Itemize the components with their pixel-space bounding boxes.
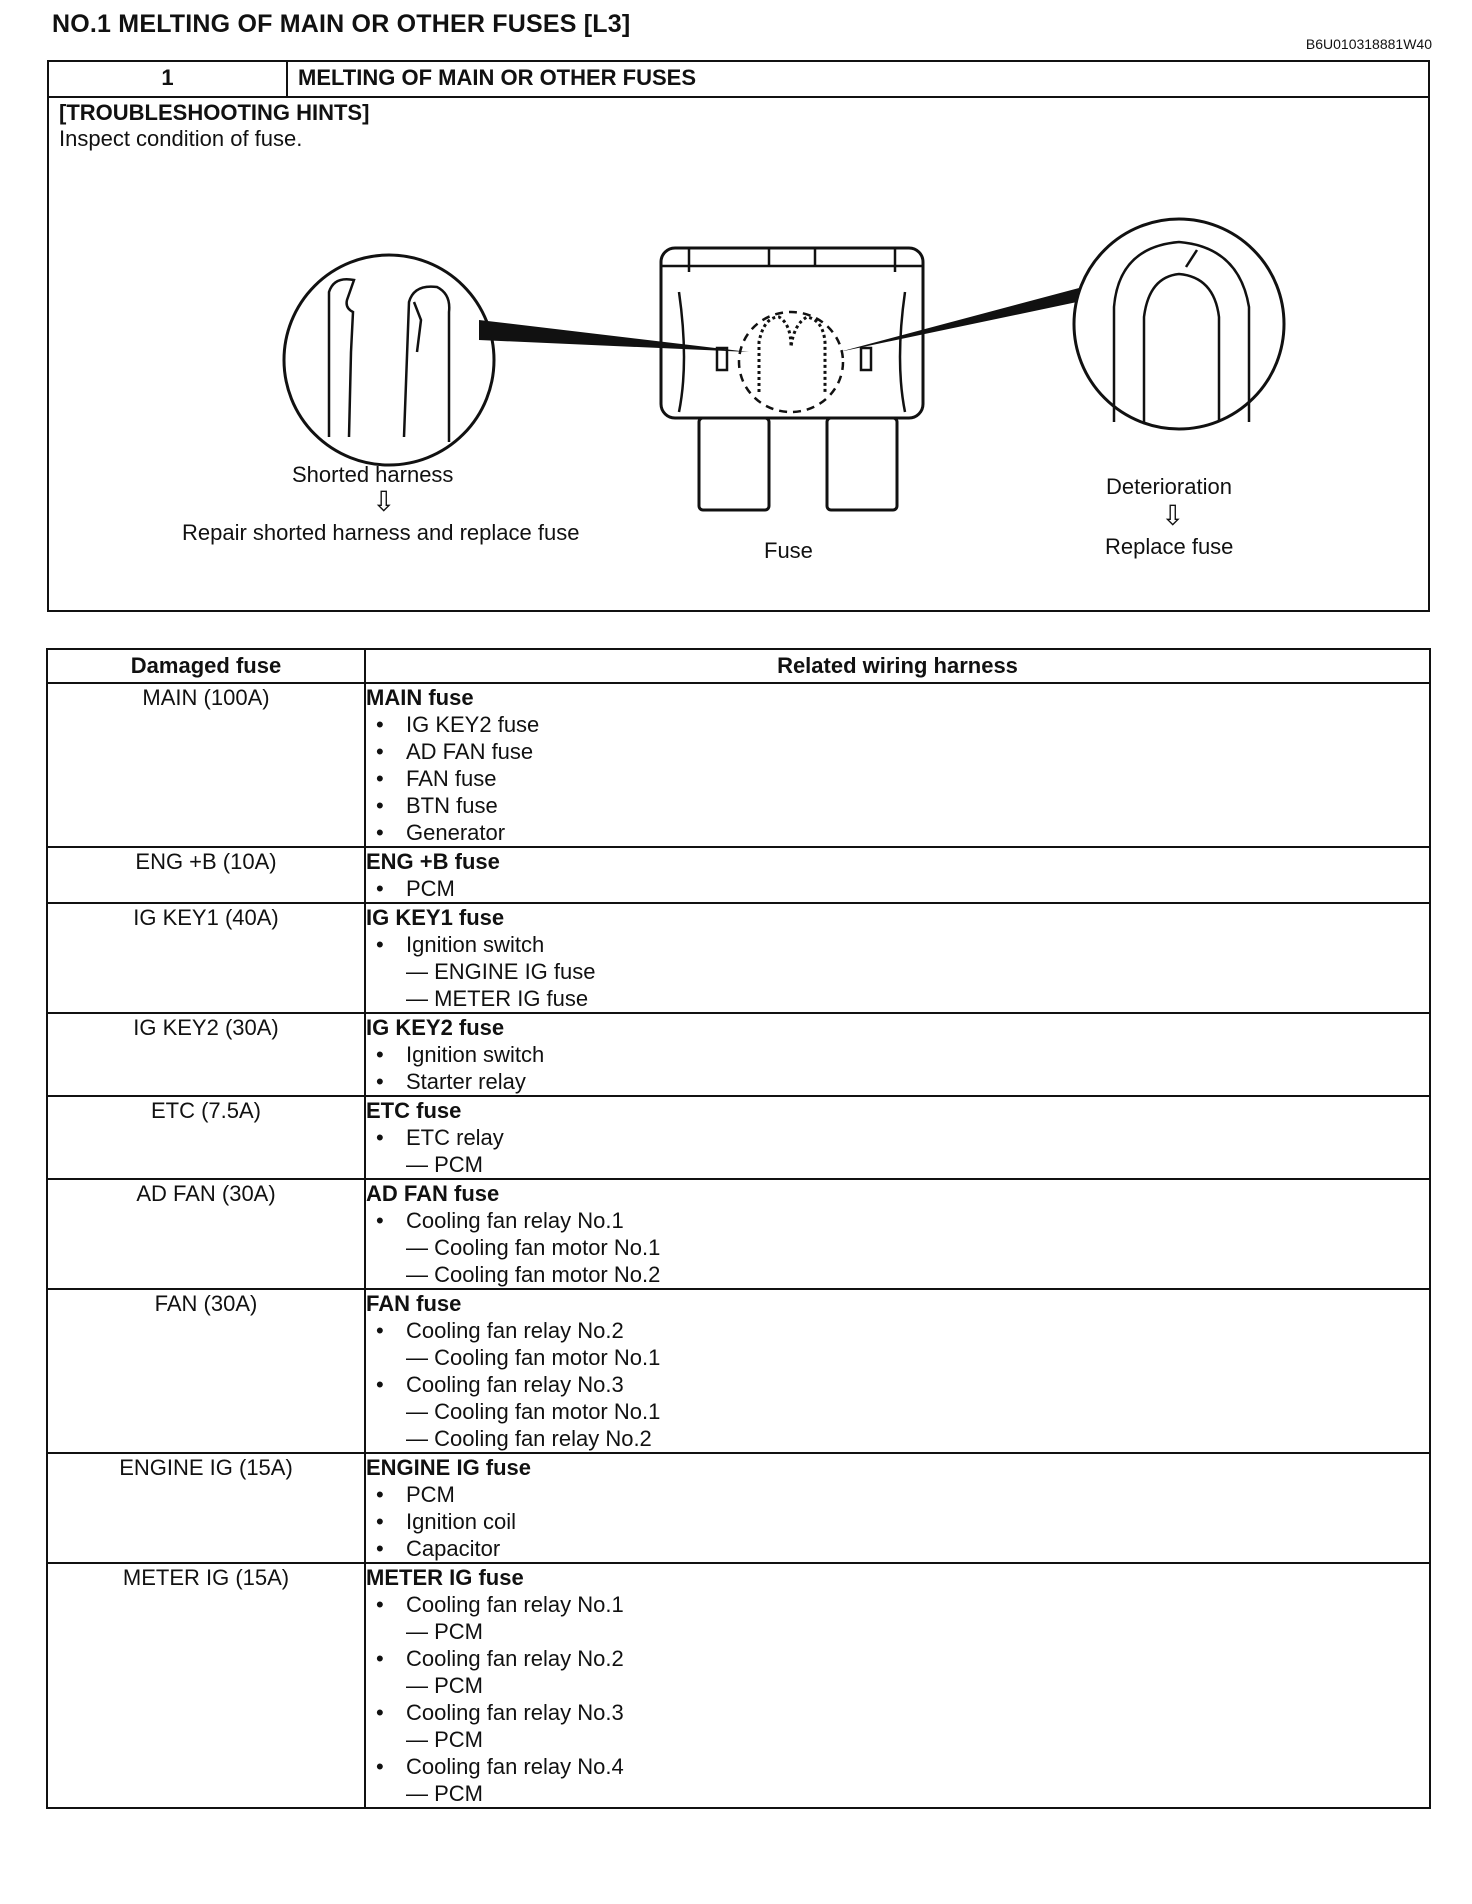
damaged-fuse-cell: ENGINE IG (15A) [47,1453,365,1563]
table-row [47,1289,1430,1453]
list-item [366,1508,1429,1535]
bullet-icon: • [376,1318,384,1343]
bullet-icon: • [376,876,384,901]
bullet-icon: • [376,1509,384,1534]
damaged-fuse-cell: FAN (30A) [47,1289,365,1453]
list-item-text: PCM [406,1482,455,1507]
list-item-text: Capacitor [406,1536,501,1561]
list-item-text: Cooling fan relay No.2 [406,1646,624,1671]
fuse-blade-left [699,418,769,510]
list-item [366,1481,1429,1508]
shorted-harness-caption: Shorted harness [292,462,454,487]
bullet-icon: • [376,1646,384,1671]
bullet-icon: • [376,1125,384,1150]
fuse-blade-right [827,418,897,510]
related-harness-cell [365,1289,1430,1453]
related-harness-cell [365,1096,1430,1179]
list-item [366,1699,1429,1726]
harness-fuse-title: ENG +B fuse [366,849,500,874]
sub-list-item: — Cooling fan motor No.2 [406,1262,661,1287]
table-row [47,1096,1430,1179]
damaged-fuse-cell: AD FAN (30A) [47,1179,365,1289]
harness-fuse-title: IG KEY2 fuse [366,1015,505,1040]
damaged-fuse-cell: METER IG (15A) [47,1563,365,1808]
troubleshooting-hints-box [47,60,1430,612]
list-item [366,738,1429,765]
damaged-fuse-cell: ENG +B (10A) [47,847,365,903]
bullet-icon: • [376,1754,384,1779]
bullet-icon: • [376,820,384,845]
list-item-text: Ignition switch [406,932,545,957]
related-harness-cell [365,847,1430,903]
table-header-row [47,649,1430,683]
damaged-fuse-cell: ETC (7.5A) [47,1096,365,1179]
list-item [366,792,1429,819]
deterioration-caption: Deterioration [1106,474,1232,499]
list-item [366,1371,1429,1398]
bullet-icon: • [376,1482,384,1507]
harness-fuse-title: AD FAN fuse [366,1181,500,1206]
list-item-text: Cooling fan relay No.3 [406,1372,624,1397]
header-damaged-fuse: Damaged fuse [47,649,365,683]
document-id: B6U010318881W40 [1305,36,1432,52]
hints-label: [TROUBLESHOOTING HINTS] [59,100,370,125]
list-item-text: PCM [406,876,455,901]
damaged-fuse-cell: MAIN (100A) [47,683,365,847]
bullet-icon: • [376,739,384,764]
harness-fuse-title: ENGINE IG fuse [366,1455,532,1480]
sub-list-item: — PCM [406,1673,483,1698]
list-item [366,1124,1429,1151]
list-item [366,711,1429,738]
list-item [366,1068,1429,1095]
harness-fuse-title: FAN fuse [366,1291,462,1316]
list-item [366,1753,1429,1780]
fuse-body [661,248,923,418]
fuse-harness-table [46,648,1431,1809]
bullet-icon: • [376,766,384,791]
table-row [47,1179,1430,1289]
table-row [47,683,1430,847]
left-leader [479,320,749,352]
damaged-fuse-cell: IG KEY1 (40A) [47,903,365,1013]
list-item-text: Cooling fan relay No.2 [406,1318,624,1343]
sub-list-item: — ENGINE IG fuse [406,959,596,984]
sub-list-item: — PCM [406,1781,483,1806]
page-title: NO.1 MELTING OF MAIN OR OTHER FUSES [L3] [52,10,631,38]
list-item [366,1317,1429,1344]
harness-fuse-title: ETC fuse [366,1098,462,1123]
bullet-icon: • [376,1700,384,1725]
hints-title: MELTING OF MAIN OR OTHER FUSES [298,65,697,90]
list-item [366,875,1429,902]
list-item [366,1041,1429,1068]
list-item-text: Starter relay [406,1069,526,1094]
sub-list-item: — Cooling fan relay No.2 [406,1426,652,1451]
list-item-text: IG KEY2 fuse [406,712,540,737]
bullet-icon: • [376,1372,384,1397]
list-item-text: Cooling fan relay No.3 [406,1700,624,1725]
list-item-text: ETC relay [406,1125,504,1150]
fuse-caption: Fuse [764,538,813,563]
bullet-icon: • [376,932,384,957]
sub-list-item: — Cooling fan motor No.1 [406,1399,661,1424]
shorted-harness-magnifier [284,255,494,465]
table-row [47,847,1430,903]
list-item [366,819,1429,846]
sub-list-item: — Cooling fan motor No.1 [406,1345,661,1370]
list-item [366,1535,1429,1562]
bullet-icon: • [376,1042,384,1067]
list-item [366,765,1429,792]
list-item-text: Generator [406,820,506,845]
list-item [366,1645,1429,1672]
sub-list-item: — Cooling fan motor No.1 [406,1235,661,1260]
bullet-icon: • [376,1592,384,1617]
related-harness-cell [365,1453,1430,1563]
list-item-text: AD FAN fuse [406,739,534,764]
list-item [366,931,1429,958]
list-item-text: BTN fuse [406,793,498,818]
list-item-text: Cooling fan relay No.4 [406,1754,624,1779]
bullet-icon: • [376,712,384,737]
deterioration-magnifier [1074,219,1284,429]
harness-fuse-title: IG KEY1 fuse [366,905,505,930]
bullet-icon: • [376,1536,384,1561]
list-item-text: Cooling fan relay No.1 [406,1592,624,1617]
sub-list-item: — PCM [406,1727,483,1752]
harness-fuse-title: MAIN fuse [366,685,474,710]
list-item-text: Ignition switch [406,1042,545,1067]
table-row [47,903,1430,1013]
sub-list-item: — METER IG fuse [406,986,589,1011]
related-harness-cell [365,1013,1430,1096]
sub-list-item: — PCM [406,1619,483,1644]
list-item [366,1207,1429,1234]
related-harness-cell [365,903,1430,1013]
header-related-harness: Related wiring harness [365,649,1430,683]
related-harness-cell [365,1563,1430,1808]
hints-number: 1 [49,62,288,96]
bullet-icon: • [376,793,384,818]
bullet-icon: • [376,1208,384,1233]
related-harness-cell [365,1179,1430,1289]
right-down-arrow-icon: ⇩ [1161,500,1185,531]
list-item-text: Cooling fan relay No.1 [406,1208,624,1233]
related-harness-cell [365,683,1430,847]
bullet-icon: • [376,1069,384,1094]
list-item-text: Ignition coil [406,1509,517,1534]
left-down-arrow-icon: ⇩ [372,486,396,517]
right-leader [839,288,1079,352]
shorted-harness-action: Repair shorted harness and replace fuse [182,520,580,545]
table-row [47,1453,1430,1563]
sub-list-item: — PCM [406,1152,483,1177]
damaged-fuse-cell: IG KEY2 (30A) [47,1013,365,1096]
table-row [47,1013,1430,1096]
deterioration-action: Replace fuse [1105,534,1234,559]
list-item-text: FAN fuse [406,766,497,791]
hints-instruction: Inspect condition of fuse. [59,126,303,151]
table-row [47,1563,1430,1808]
harness-fuse-title: METER IG fuse [366,1565,524,1590]
list-item [366,1591,1429,1618]
